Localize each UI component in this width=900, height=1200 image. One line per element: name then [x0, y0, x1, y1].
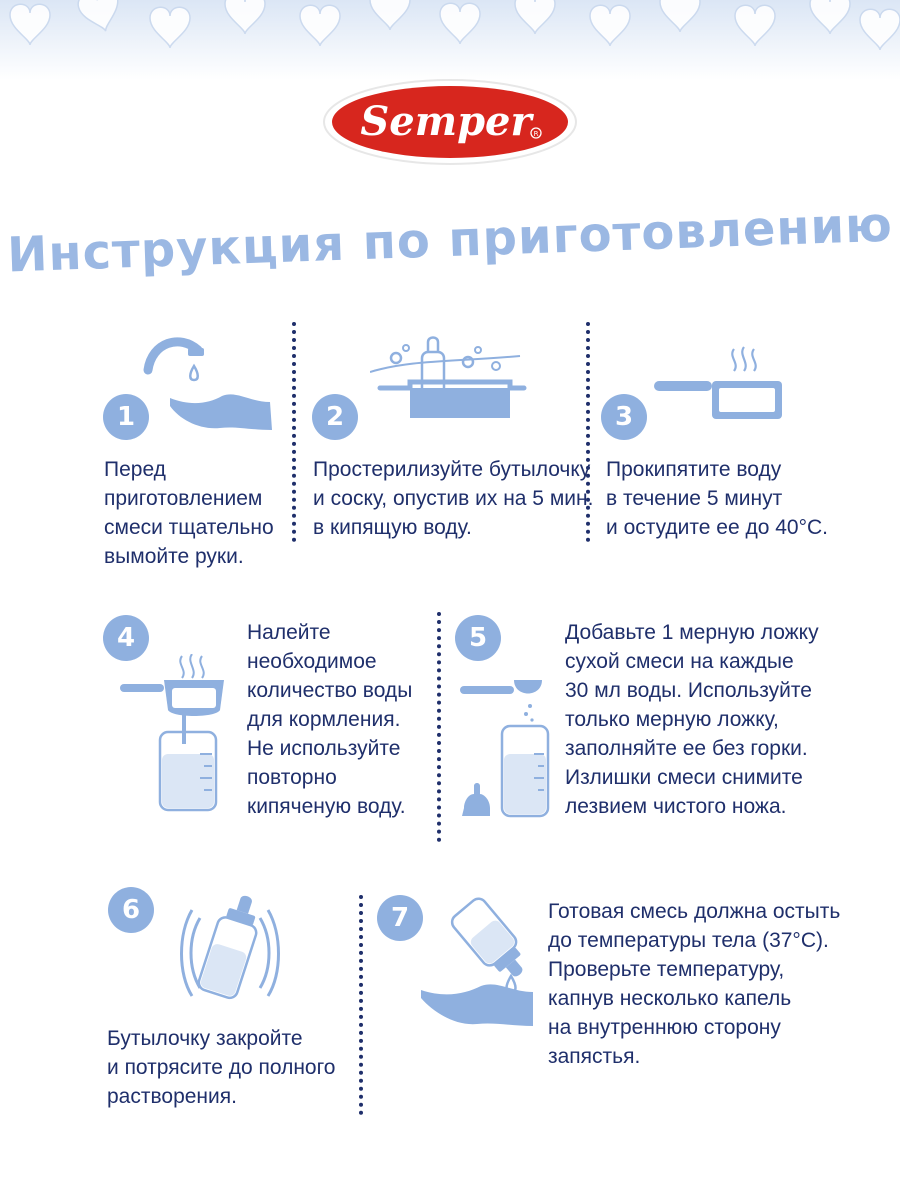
svg-text:R: R: [533, 130, 539, 138]
step-number: 3: [601, 394, 647, 440]
hand-washing-icon: [140, 330, 280, 440]
step-text: Прокипятите воду в течение 5 минут и остудите ее до 40°С.: [606, 458, 828, 539]
step-number: 5: [455, 615, 501, 661]
bottle-boiling-pot-icon: [370, 336, 530, 426]
step-number: 6: [108, 887, 154, 933]
step-text: Готовая смесь должна остыть до температуры тела (37°С). Проверьте температуру, капнув несколько капель на внутреннюю сторону запястья.: [548, 900, 841, 1068]
hearts-pattern-decoration: [0, 0, 900, 80]
step-number: 7: [377, 895, 423, 941]
step-number: 1: [103, 394, 149, 440]
measuring-spoon-bottle-icon: [460, 670, 560, 820]
divider: [359, 895, 367, 1115]
step-text: Добавьте 1 мерную ложку сухой смеси на каждые 30 мл воды. Используйте только мерную ложку, заполняйте ее без горки. Излишки смеси снимите лезвием чистого ножа.: [565, 621, 819, 818]
semper-logo: [322, 78, 578, 166]
step-number: 4: [103, 615, 149, 661]
divider: [586, 322, 594, 542]
step-text: Простерилизуйте бутылочку и соску, опустив их на 5 мин. в кипящую воду.: [313, 458, 594, 539]
divider: [437, 612, 445, 842]
step-text: Бутылочку закройте и потрясите до полного растворения.: [107, 1027, 336, 1108]
page-title: Инструкция по приготовлению: [6, 196, 894, 284]
shaking-bottle-icon: [180, 888, 280, 1013]
step-text: Налейте необходимое количество воды для кормления. Не используйте повторно кипяченую воду.: [247, 621, 413, 818]
step-number: 2: [312, 394, 358, 440]
brand-name: Semper: [360, 98, 532, 145]
pour-water-into-bottle-icon: [120, 654, 230, 814]
drop-on-wrist-icon: [415, 890, 535, 1040]
step-text: Перед приготовлением смеси тщательно вымойте руки.: [104, 458, 274, 568]
divider: [292, 322, 300, 542]
steaming-pan-icon: [652, 345, 787, 425]
